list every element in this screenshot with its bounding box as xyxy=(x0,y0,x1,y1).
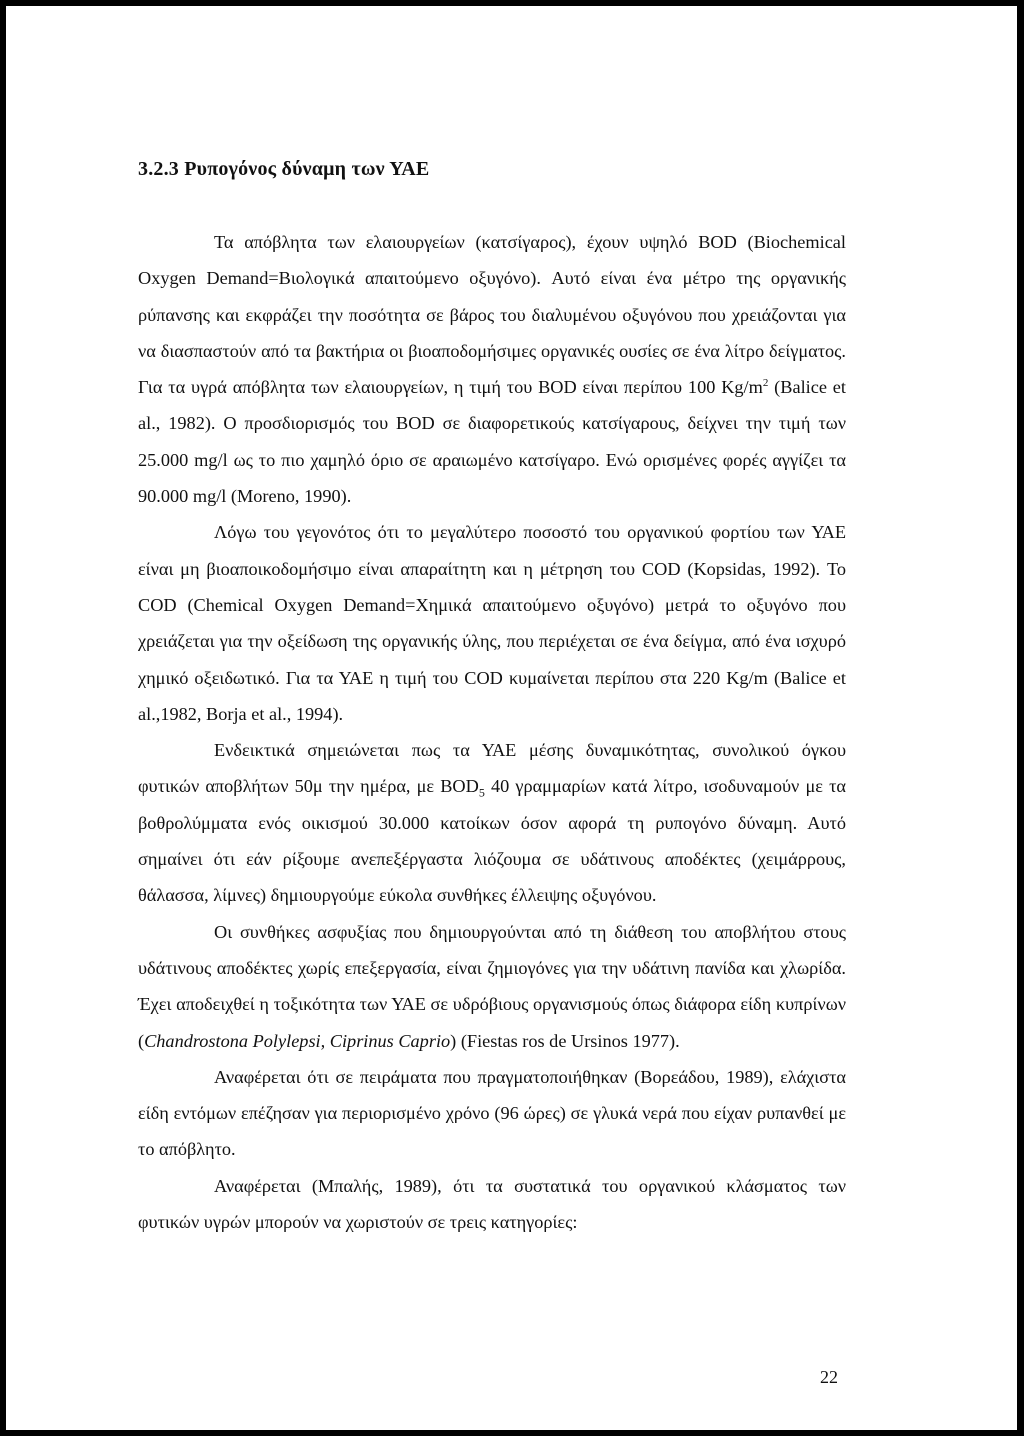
paragraph-toxicity-text-a: Οι συνθήκες ασφυξίας που δημιουργούνται από τη διάθεση του αποβλήτου στους υδάτινους αποδέκτες χωρίς επεξεργασία, είναι ζημιογόνες για την υδάτινη πανίδα και χλωρίδα. Έχει αποδειχθεί η τοξικότητα των ΥΑΕ σε υδρόβιους οργανισμούς όπως διάφορα είδη κυπρίνων ( xyxy=(138,921,846,1051)
paragraph-toxicity xyxy=(138,914,846,1059)
superscript: 2 xyxy=(762,377,769,390)
paragraph-bod-text-b: (Balice et al., 1982). Ο προσδιορισμός του BOD σε διαφορετικούς κατσίγαρους, δείχνει την τιμή των 25.000 mg/l ως το πιο χαμηλό όριο σε αραιωμένο κατσίγαρο. Ενώ ορισμένες φορές αγγίζει τα 90.000 mg/l (Moreno, 1990). xyxy=(138,377,846,507)
paragraph-bod-text-a: Τα απόβλητα των ελαιουργείων (κατσίγαρος), έχουν υψηλό BOD (Biochemical Oxygen Demand=Βιολογικά απαιτούμενο οξυγόνο). Αυτό είναι ένα μέτρο της οργανικής ρύπανσης και εκφράζει την ποσότητα σε βάρος του διαλυμένου οξυγόνου που χρειάζονται για να διασπαστούν από τα βακτήρια οι βιοαποδομήσιμες οργανικές ουσίες σε ένα λίτρο δείγματος. Για τα υγρά απόβλητα των ελαιουργείων, η τιμή του BOD είναι περίπου 100 Kg/m xyxy=(138,232,846,398)
paragraph-polluting-load-text-a: Ενδεικτικά σημειώνεται πως τα ΥΑΕ μέσης δυναμικότητας, συνολικού όγκου φυτικών αποβλήτων 50μ την ημέρα, με BOD xyxy=(138,740,846,797)
body-text xyxy=(138,224,846,1240)
species-names: Chandrostona Polylepsi, Ciprinus Caprio xyxy=(144,1030,451,1051)
paragraph-bod xyxy=(138,224,846,514)
section-heading: 3.2.3 Ρυπογόνος δύναμη των ΥΑΕ xyxy=(138,158,430,180)
paragraph-insects: Αναφέρεται ότι σε πειράματα που πραγματοποιήθηκαν (Βορεάδου, 1989), ελάχιστα είδη εντόμων επέζησαν για περιορισμένο χρόνο (96 ώρες) σε γλυκά νερά που είχαν ρυπανθεί με το απόβλητο. xyxy=(138,1066,846,1160)
document-page xyxy=(6,6,1017,1430)
paragraph-polluting-load xyxy=(138,732,846,913)
subscript: 5 xyxy=(478,786,485,801)
page-number: 22 xyxy=(820,1367,838,1387)
paragraph-cod: Λόγω του γεγονότος ότι το μεγαλύτερο ποσοστό του οργανικού φορτίου των ΥΑΕ είναι μη βιοαποικοδομήσιμο είναι απαραίτητη και η μέτρηση του COD (Kopsidas, 1992). Το COD (Chemical Oxygen Demand=Χημικά απαιτούμενο οξυγόνο) μετρά το οξυγόνο που χρειάζεται για την οξείδωση της οργανικής ύλης, που περιέχεται σε ένα δείγμα, από ένα ισχυρό χημικό οξειδωτικό. Για τα ΥΑΕ η τιμή του COD κυμαίνεται περίπου στα 220 Kg/m (Balice et al.,1982, Borja et al., 1994). xyxy=(138,522,846,724)
paragraph-categories: Αναφέρεται (Μπαλής, 1989), ότι τα συστατικά του οργανικού κλάσματος των φυτικών υγρών μπορούν να χωριστούν σε τρεις κατηγορίες: xyxy=(138,1175,846,1233)
paragraph-polluting-load-text-b: 40 γραμμαρίων κατά λίτρο, ισοδυναμούν με τα βοθρολύμματα ενός οικισμού 30.000 κατοίκων όσον αφορά τη ρυπογόνο δύναμη. Αυτό σημαίνει ότι εάν ρίξουμε ανεπεξέργαστα λιόζουμα σε υδάτινους αποδέκτες (χειμάρρους, θάλασσα, λίμνες) δημιουργούμε εύκολα συνθήκες έλλειψης οξυγόνου. xyxy=(138,776,846,906)
paragraph-toxicity-text-b: ) (Fiestas ros de Ursinos 1977). xyxy=(450,1030,680,1051)
